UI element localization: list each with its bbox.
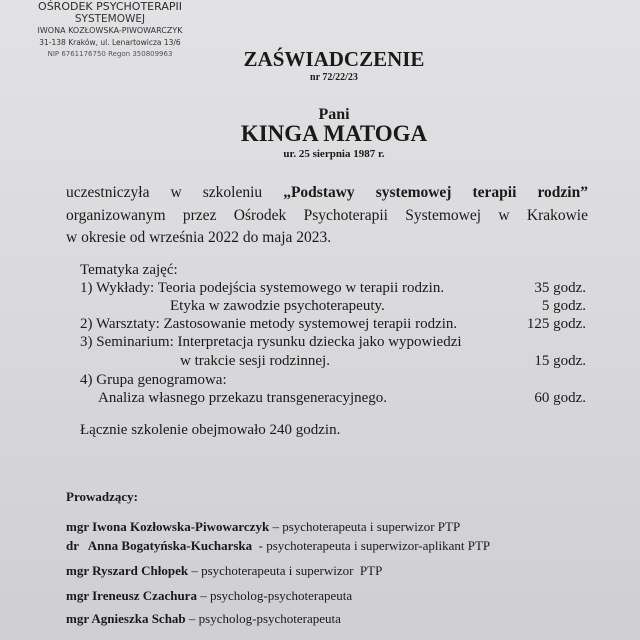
salutation: Pani [318,106,350,123]
leaders-heading: Prowadzący: [66,489,138,504]
total-hours: Łącznie szkolenie obejmowało 240 godzin. [80,422,341,438]
birth-date: ur. 25 sierpnia 1987 r. [283,148,385,160]
topic-text: Analiza własnego przekazu transgeneracyjnego. [98,390,388,406]
topic-text: 1) Wykłady: Teoria podejścia systemowego w terapii rodzin. [80,280,445,296]
leader-name: mgr Ireneusz Czachura [66,588,197,603]
body-text: w okresie od września 2022 do maja 2023. [66,229,332,246]
topic-text: 2) Warsztaty: Zastosowanie metody systemowej terapii rodzin. [80,316,458,332]
leader-item [66,538,490,554]
recipient-name: KINGA MATOGA [240,121,428,146]
topic-row [180,353,586,370]
topic-text: 3) Seminarium: Interpretacja rysunku dziecka jako wypowiedzi [80,334,462,350]
leader-name: mgr Ryszard Chłopek [66,563,189,578]
stamp-line: IWONA KOZŁOWSKA-PIWOWARCZYK [37,26,183,35]
leader-item [66,588,352,604]
topic-text: Etyka w zawodzie psychoterapeuty. [170,298,385,314]
topic-hours: 60 godz. [534,390,586,406]
topic-hours: 125 godz. [526,316,586,332]
leader-role: – psycholog-psychoterapeuta [185,611,341,626]
stamp-line: OŚRODEK PSYCHOTERAPII [38,0,182,13]
stamp-line: 31-138 Kraków, ul. Lenartowicza 13/6 [39,38,181,47]
body-text: organizowanym przez Ośrodek Psychoterapii Systemowej w Krakowie [66,206,588,224]
topic-row [98,390,586,407]
topic-hours: 5 godz. [541,298,586,314]
topics-heading: Tematyka zajęć: [80,262,178,278]
leader-name: mgr Iwona Kozłowska-Piwowarczyk [66,519,270,534]
leader-role: – psychoterapeuta i superwizor PTP [269,519,461,534]
stamp-line: NIP 6761176750 Regon 350809963 [47,50,173,58]
leader-item [66,611,341,627]
leader-item [66,563,382,579]
topic-row [80,316,586,333]
topic-row [170,298,586,315]
stamp-line: SYSTEMOWEJ [74,13,146,25]
topic-text: w trakcie sesji rodzinnej. [180,353,330,369]
certificate-number: nr 72/22/23 [310,72,358,83]
body-text: uczestniczyła w szkoleniu [66,184,284,201]
leader-role: – psycholog-psychoterapeuta [196,588,353,603]
topic-hours: 15 godz. [534,353,586,369]
leader-role: - psychoterapeuta i superwizor-aplikant PTP [252,538,491,553]
topic-row [80,372,586,389]
topic-row [80,334,586,351]
body-paragraph [66,182,588,250]
topic-hours: 35 godz. [534,280,586,296]
leader-item [66,519,460,535]
leader-role: – psychoterapeuta i superwizor PTP [188,563,383,578]
leader-name: mgr Agnieszka Schab [66,611,186,626]
topic-row [80,280,586,297]
document-title: ZAŚWIADCZENIE [243,47,425,71]
topic-text: 4) Grupa genogramowa: [80,372,227,388]
leader-name: dr Anna Bogatyńska-Kucharska [66,538,253,553]
course-name: „Podstawy systemowej terapii rodzin” [283,184,588,201]
